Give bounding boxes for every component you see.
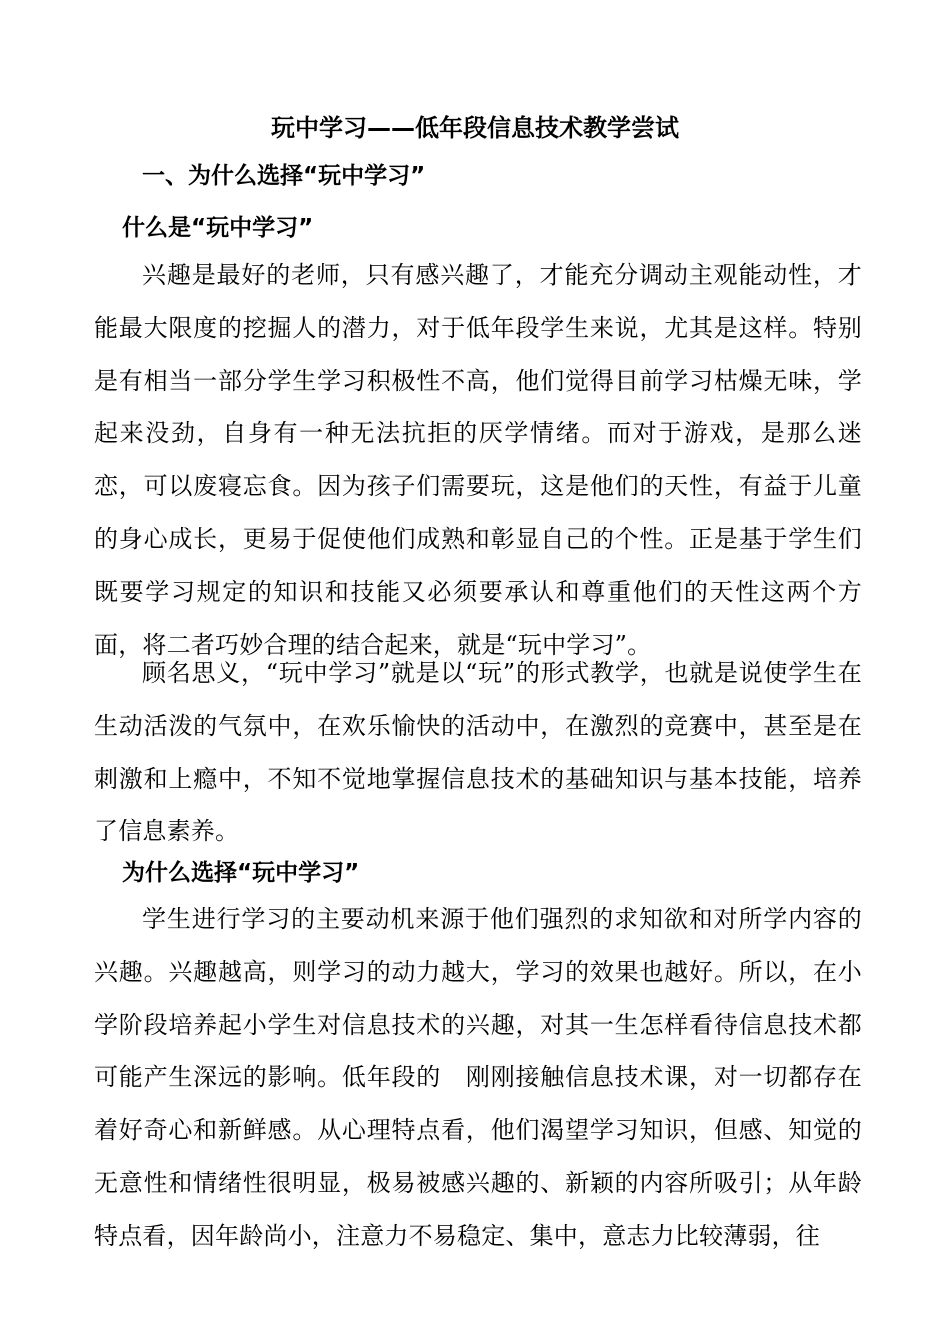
- subsection-heading-why: 为什么选择“玩中学习”: [122, 860, 360, 886]
- subsection-heading-what: 什么是“玩中学习”: [122, 215, 314, 241]
- paragraph-motivation: 学生进行学习的主要动机来源于他们强烈的求知欲和对所学内容的兴趣。兴趣越高，则学习的动力越大，学习的效果也越好。所以，在小学阶段培养起小学生对信息技术的兴趣，对其一生怎样看待信息技术都可能产生深远的影响。低年段的 刚刚接触信息技术课，对一切都存在着好奇心和新鲜感。从心理特点看，他们渴望学习知识，但感、知觉的无意性和情绪性很明显，极易被感兴趣的、新颖的内容所吸引；从年龄特点看，因年龄尚小，注意力不易稳定、集中，意志力比较薄弱，往: [94, 905, 862, 1250]
- paragraph-interest: 兴趣是最好的老师，只有感兴趣了，才能充分调动主观能动性，才能最大限度的挖掘人的潜力，对于低年段学生来说，尤其是这样。特别是有相当一部分学生学习积极性不高，他们觉得目前学习枯燥无味，学起来没劲，自身有一种无法抗拒的厌学情绪。而对于游戏，是那么迷恋，可以废寝忘食。因为孩子们需要玩，这是他们的天性，有益于儿童的身心成长，更易于促使他们成熟和彰显自己的个性。正是基于学生们既要学习规定的知识和技能又必须要承认和尊重他们的天性这两个方面，将二者巧妙合理的结合起来，就是“玩中学习”。: [94, 261, 862, 659]
- document-title: 玩中学习——低年段信息技术教学尝试: [271, 114, 679, 142]
- paragraph-definition: 顾名思义，“玩中学习”就是以“玩”的形式教学，也就是说使学生在生动活泼的气氛中，在欢乐愉快的活动中，在激烈的竞赛中，甚至是在刺激和上瘾中，不知不觉地掌握信息技术的基础知识与基本技能，培养了信息素养。: [94, 659, 862, 846]
- section-heading: 一、为什么选择“玩中学习”: [142, 163, 426, 189]
